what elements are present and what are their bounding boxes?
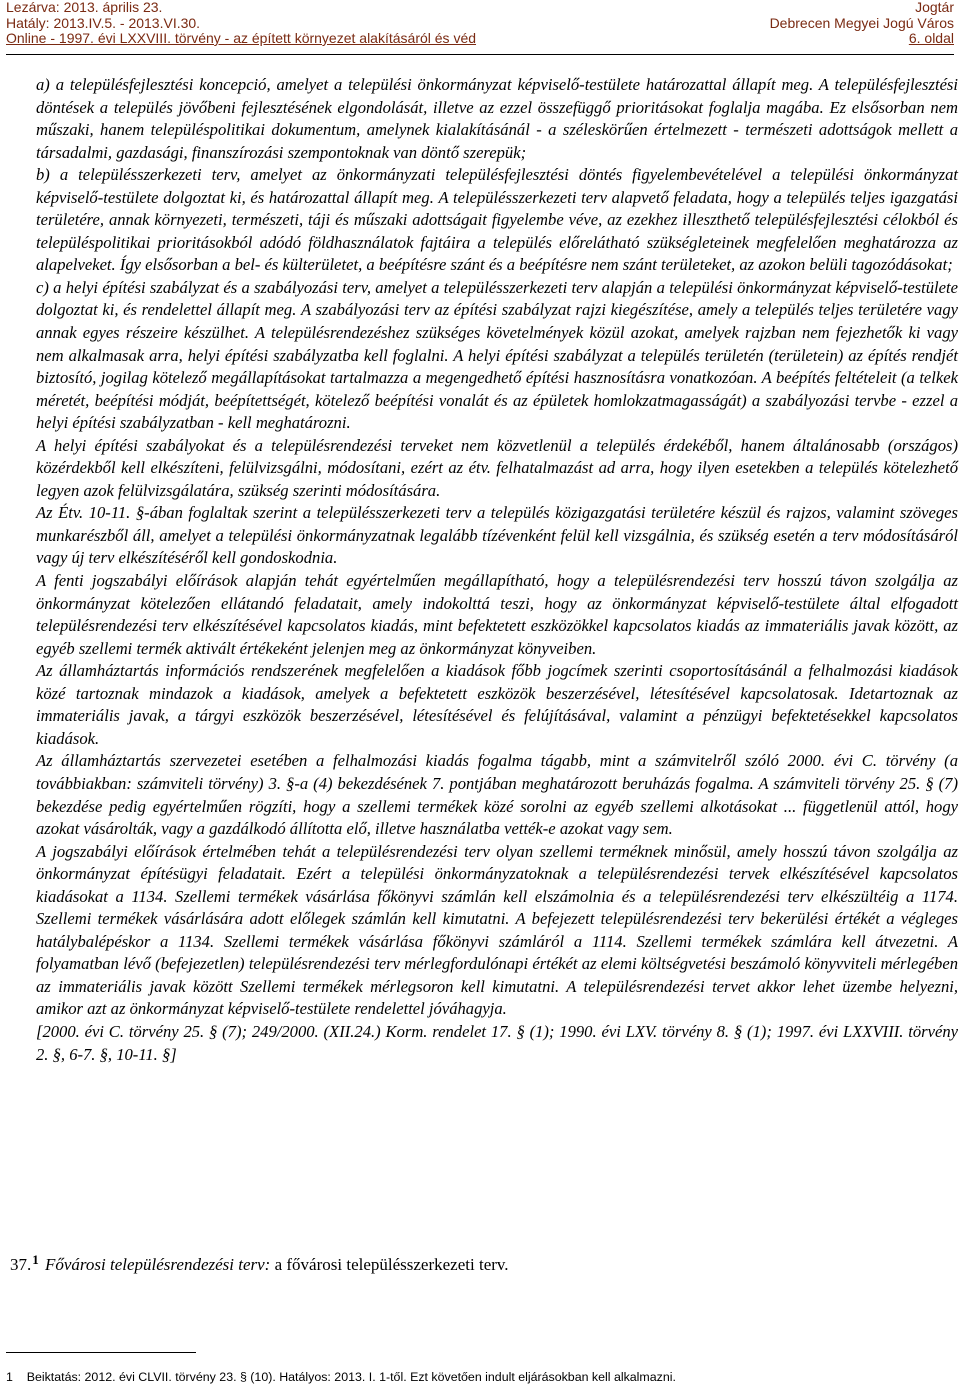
paragraph-a-text: Ez elsősorban nem műszaki, hanem településpolitikai dokumentum, amelynek kialakításánál - a széleskörűen értelmezett - természeti adottságok mellett a társadalmi, gazdasági, finanszírozási szempontoknak van döntő szerepük;: [36, 97, 958, 162]
page-header: [0, 0, 960, 54]
paragraph-c-text: A szabályozási terv az építési szabályzat rajzi kiegészítése, amely a település teljes területére vagy annak egyes részeire készülhet. A településrendezéshez szükséges követelmények közül azokat, amelyek rajzban nem fejezhetők ki vagy nem alkalmasak arra, helyi építési szabályzatba kell foglalni. A helyi építési szabályzat a település területén (területein) az építés rendjét biztosító, jogilag kötelező megállapításokat tartalmazza a megengedhető építési hasznosításra vonatkozóan. A beépítés feltételeit (a telkek méretét, beépítési módját, beépítettségét, kötelező beépítési vonalát és az épületek homlokzatmagasságát) a szabályozási tervbe - ezzel a helyi építési szabályzatban - kell meghatározni.: [36, 300, 958, 433]
footnote: [6, 1370, 676, 1385]
header-publisher: Jogtár: [915, 0, 954, 15]
header-right: [770, 0, 954, 47]
paragraph-9: A jogszabályi előírások értelmében tehát a településrendezési terv olyan szellemi terméknek minősül, amely hosszú távon szolgálja az önkormányzat építésügyi feladatait. Ezért a települési önkormányzatoknak a településrendezési tervek elkészítésével kapcsolatos kiadásokat a 1134. Szellemi termékek vásárlása főkönyvi számlán kell elszámolnia és a településrendezési terv elkészültéig a 1174. Szellemi termékek vásárlására adott előlegek számlán kell kimutatni. A befejezett településrendezési terv bekerülési értékét a végleges hatálybalépéskor a 1134. Szellemi termékek vásárlása főkönyvi számláról a 1114. Szellemi termékek számlára kell átvezetni. A folyamatban lévő (befejezetlen) településrendezési terv mérlegfordulónapi értékét az elemi költségvetési beszámoló könyvviteli mérlegében az immateriális javak között Szellemi termékek mérlegsoron kell kimutatni. A településrendezési tervet akkor lehet üzembe helyezni, amikor azt az önkormányzat képviselő-testülete rendelettel jóváhagyja.: [36, 841, 958, 1019]
header-law-title: Online - 1997. évi LXXVIII. törvény - az épített környezet alakításáról és véd: [6, 30, 477, 46]
paragraph-6: A fenti jogszabályi előírások alapján tehát egyértelműen megállapítható, hogy a településrendezési terv hosszú távon szolgálja az önkormányzat kötelezően ellátandó feladatait, amely indokolttá teszi, hogy az önkormányzat képviselő-testülete által elfogadott településrendezési terv elkészítésével kapcsolatos kiadás, mint befektetett eszközökkel kapcsolatos kiadás az immateriális javak között, az egyéb szellemi termék aktivált értékeként jelenjen meg az önkormányzat könyveiben.: [36, 571, 958, 658]
document-body: [36, 74, 958, 1066]
paragraph-4: A helyi építési szabályokat és a településrendezési terveket nem közvetlenül a település érdekéből, hanem általánosabb (országos) közérdekből kell elkészíteni, felülvizsgálni, módosítani, ezért az étv. felhatalmazást ad arra, hogy ilyen esetekben a település kötelezhető legyen azok felülvizsgálatára, szükség szerinti módosítására.: [36, 435, 958, 500]
header-divider: [6, 54, 954, 55]
paragraph-b-italic: b) a településszerkezeti terv, amelyet az önkormányzati településfejlesztési döntés figyelembevételével a települési önkormányzat képviselő-testülete dolgoztat ki, és határozattal állapít meg.: [36, 165, 958, 207]
item-37: [10, 1249, 509, 1276]
header-left: [6, 0, 476, 47]
header-closed-date: Lezárva: 2013. április 23.: [6, 0, 163, 15]
footnote-number: 1: [6, 1370, 13, 1384]
header-validity: Hatály: 2013.IV.5. - 2013.VI.30.: [6, 14, 201, 31]
item-37-text: a fővárosi településszerkezeti terv.: [274, 1255, 509, 1274]
paragraph-7: Az államháztartás információs rendszerének megfelelően a kiadások főbb jogcímek szerinti csoportosításánál a felhalmozási kiadások közé tartoznak mindazok a kiadások, amelyek a befektetett eszközök beszerzésével, létesítésével kapcsolatosak. Idetartoznak az immateriális javak, a tárgyi eszközök beszerzésével, létesítésével és felújításával, valamint a pénzügyi befektetésekkel kapcsolatos kiadások.: [36, 661, 958, 748]
item-37-number: 37.: [10, 1255, 32, 1274]
footnote-divider: [6, 1352, 196, 1353]
header-page-number: 6. oldal: [908, 30, 954, 46]
paragraph-8: Az államháztartás szervezetei esetében a felhalmozási kiadás fogalma tágabb, mint a számvitelről szóló 2000. évi C. törvény (a továbbiakban: számviteli törvény) 3. §-a (4) bekezdésének 7. pontjában meghatározott beruházás fogalma. A számviteli törvény 25. § (7) bekezdése pedig egyértelműen rögzíti, hogy a szellemi termékek közé sorolni az egyéb szellemi alkotásokat ... függetlenül attól, hogy azokat vásárolták, vagy a gazdálkodó állította elő, illetve használatba vették-e azokat vagy sem.: [36, 751, 958, 839]
paragraph-10: [2000. évi C. törvény 25. § (7); 249/2000. (XII.24.) Korm. rendelet 17. § (1); 1990. évi LXV. törvény 8. § (1); 1997. évi LXXVIII. törvény 2. §, 6-7. §, 10-11. §]: [36, 1021, 958, 1064]
footnote-ref[interactable]: 1: [32, 1252, 39, 1267]
paragraph-b: [36, 164, 958, 277]
footnote-text: Beiktatás: 2012. évi CLVII. törvény 23. § (10). Hatályos: 2013. I. 1-től. Ezt követően indult eljárásokban kell alkalmazni.: [26, 1370, 676, 1384]
paragraph-c: [36, 277, 958, 435]
item-37-italic: Fővárosi településrendezési terv:: [45, 1255, 271, 1274]
paragraph-a-italic: a) a településfejlesztési koncepció, amelyet a települési önkormányzat képviselő-testülete határozattal állapít meg. A településfejlesztési döntések a település jövőbeni fejlesztésének elgondolását, illetve az ezzel összefüggő prioritásokat foglalja magába.: [36, 75, 958, 117]
paragraph-a: [36, 74, 958, 164]
paragraph-5: Az Étv. 10-11. §-ában foglaltak szerint a településszerkezeti terv a település közigazgatási területére készül és rajzos, valamint szöveges munkarészből áll, amelyet a települési önkormányzatnak legalább tízévenként felül kell vizsgálnia, és szükség esetén a terv módosításáról vagy új terv elkészítéséről kell gondoskodnia.: [36, 503, 958, 568]
paragraph-b-text: A településszerkezeti terv alapvető feladata, hogy a település teljes igazgatási területére, annak környezeti, természeti, táji és műszaki adottságait figyelembe véve, az ezekhez illeszthető településfejlesztési célokból és településpolitikai prioritásokból adódó földhasználatok fajtáira a település előrelátható szükségleteinek megfelelően meghatározza az alapelveket. Így elsősorban a bel- és külterületet, a beépítésre szánt és a beépítésre nem szánt területeket, az azokon belüli tagozódásokat;: [36, 187, 958, 275]
header-licensee: Debrecen Megyei Jogú Város: [769, 14, 954, 31]
paragraph-c-italic: c) a helyi építési szabályzat és a szabályozási terv, amelyet a településszerkezeti terv alapján a települési önkormányzat képviselő-testülete dolgoztat ki, és rendelettel állapít meg.: [36, 277, 958, 320]
